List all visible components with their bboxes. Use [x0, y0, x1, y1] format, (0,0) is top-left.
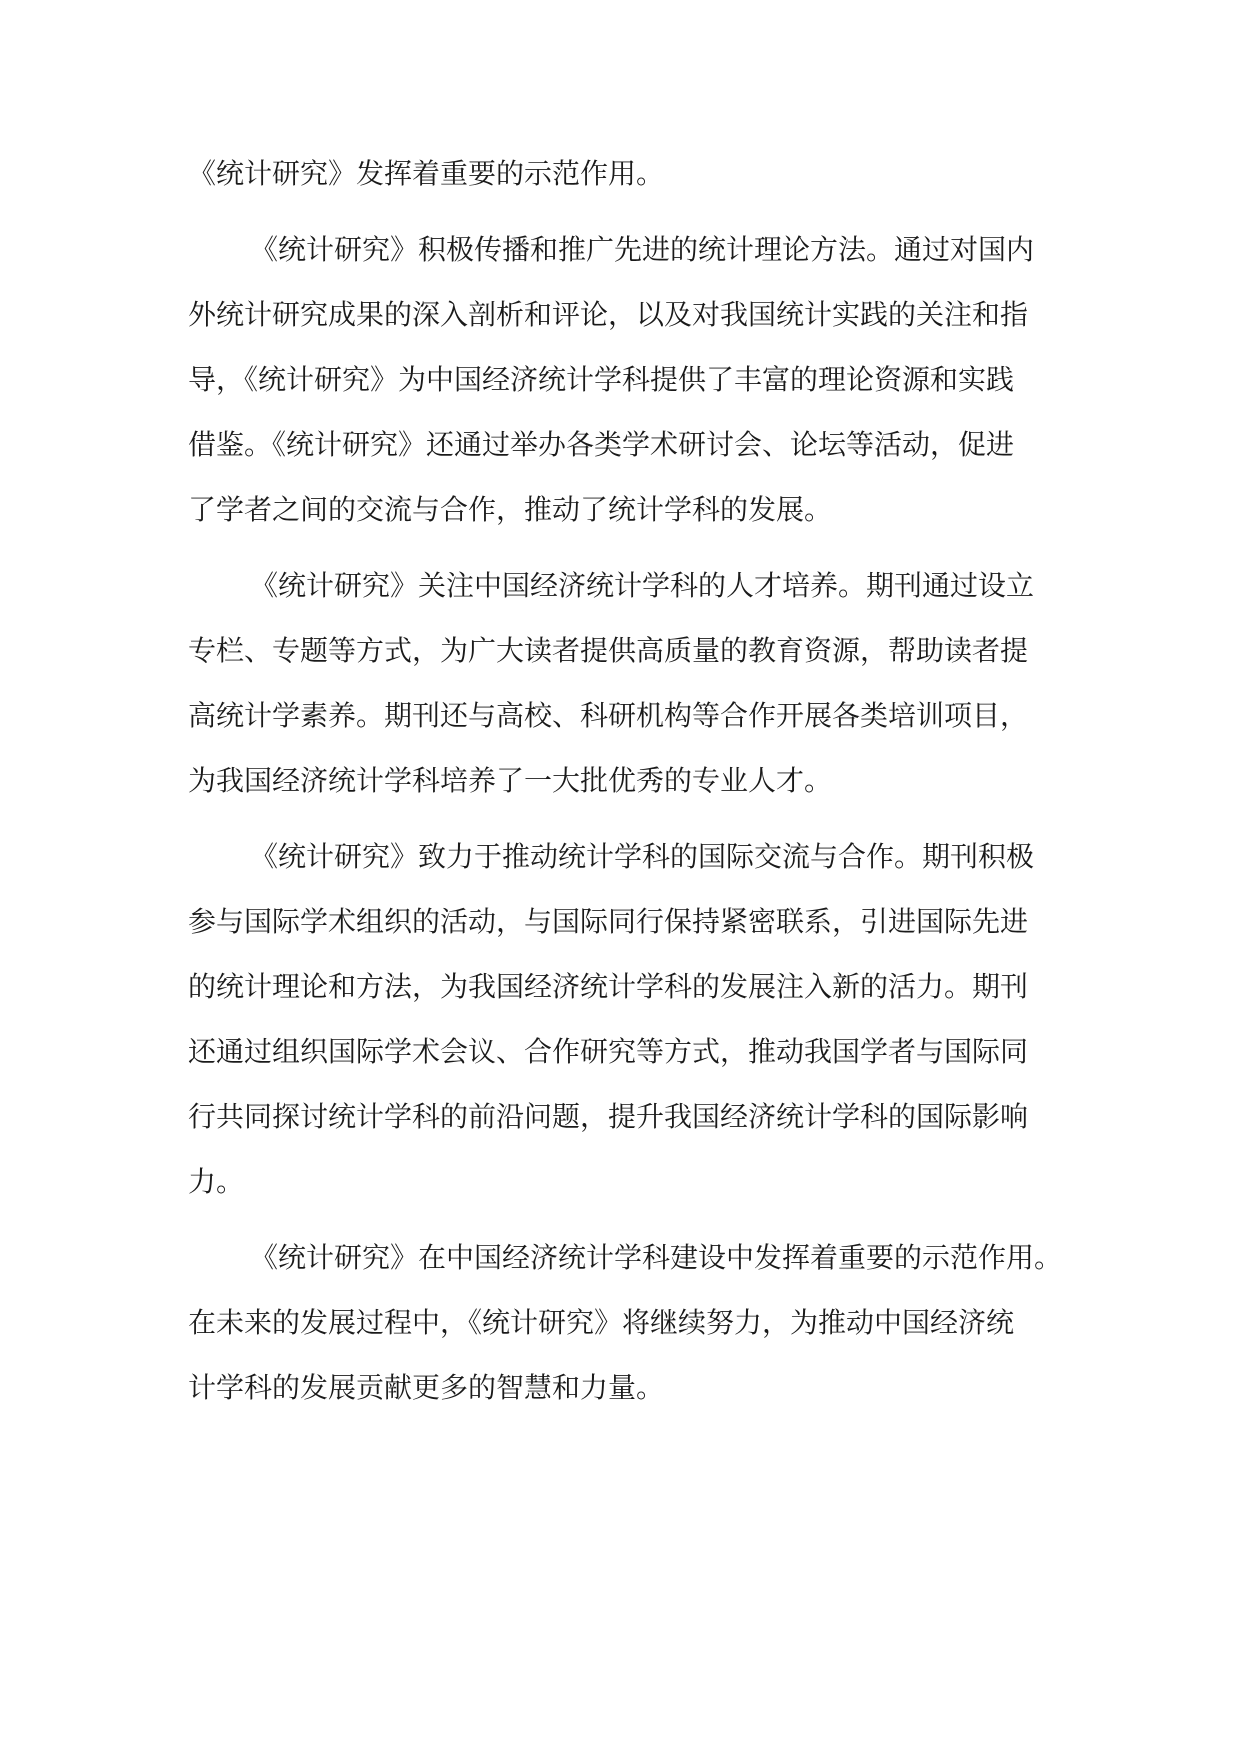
text-line: 《统计研究》关注中国经济统计学科的人才培养。期刊通过设立	[250, 569, 1035, 602]
text-line: 专栏、专题等方式，为广大读者提供高质量的教育资源，帮助读者提	[188, 634, 1029, 667]
text-line: 了学者之间的交流与合作，推动了统计学科的发展。	[188, 493, 833, 526]
text-line: 力。	[188, 1165, 245, 1198]
text-line: 还通过组织国际学术会议、合作研究等方式，推动我国学者与国际同	[188, 1035, 1029, 1068]
text-line: 《统计研究》在中国经济统计学科建设中发挥着重要的示范作用。	[250, 1241, 1063, 1274]
text-line: 导，《统计研究》为中国经济统计学科提供了丰富的理论资源和实践	[188, 363, 1015, 396]
text-line: 《统计研究》发挥着重要的示范作用。	[188, 157, 665, 190]
text-line: 《统计研究》致力于推动统计学科的国际交流与合作。期刊积极	[250, 840, 1035, 873]
text-line: 行共同探讨统计学科的前沿问题，提升我国经济统计学科的国际影响	[188, 1100, 1029, 1133]
text-line: 的统计理论和方法，为我国经济统计学科的发展注入新的活力。期刊	[188, 970, 1029, 1003]
text-line: 《统计研究》积极传播和推广先进的统计理论方法。通过对国内	[250, 233, 1035, 266]
text-line: 高统计学素养。期刊还与高校、科研机构等合作开展各类培训项目，	[188, 699, 1029, 732]
text-line: 在未来的发展过程中，《统计研究》将继续努力，为推动中国经济统	[188, 1306, 1015, 1339]
text-line: 参与国际学术组织的活动，与国际同行保持紧密联系，引进国际先进	[188, 905, 1029, 938]
text-line: 外统计研究成果的深入剖析和评论，以及对我国统计实践的关注和指	[188, 298, 1029, 331]
text-line: 为我国经济统计学科培养了一大批优秀的专业人才。	[188, 764, 833, 797]
text-line: 借鉴。《统计研究》还通过举办各类学术研讨会、论坛等活动，促进	[188, 428, 1015, 461]
text-line: 计学科的发展贡献更多的智慧和力量。	[188, 1371, 665, 1404]
